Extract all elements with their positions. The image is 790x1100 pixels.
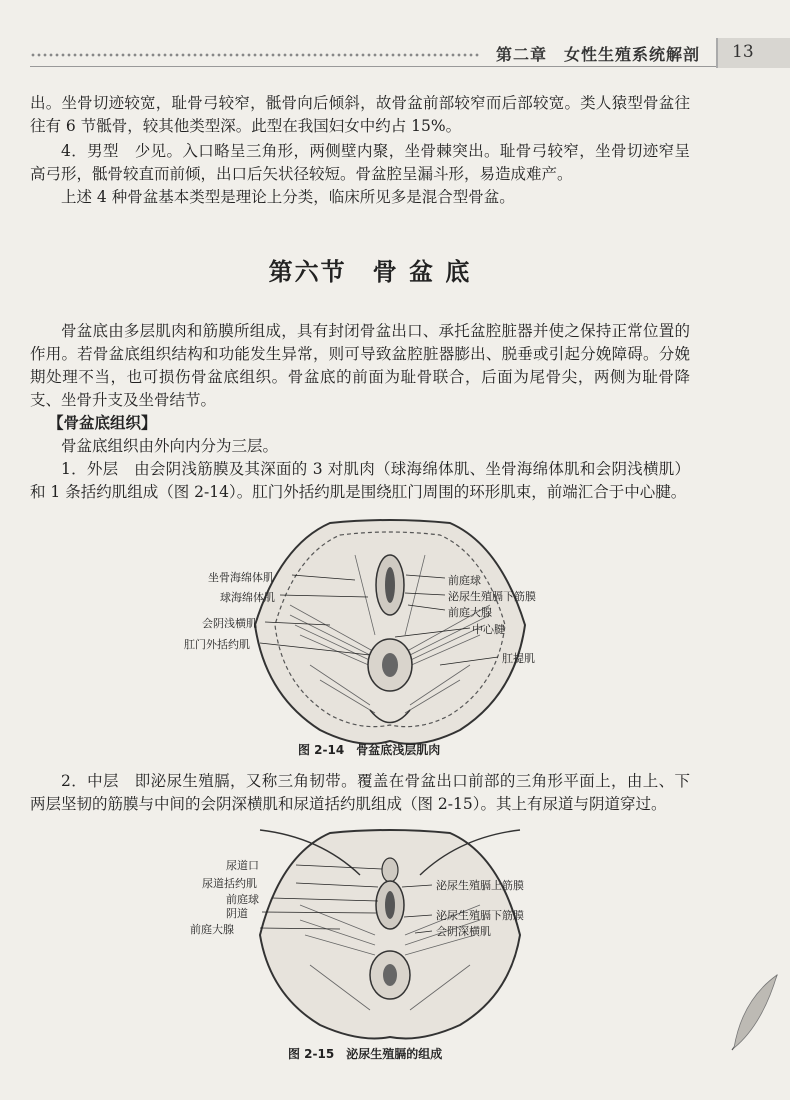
page-number-tab: [716, 38, 790, 68]
paragraph-5: 骨盆底组织由外向内分为三层。: [61, 437, 279, 455]
page-number: 13: [732, 42, 754, 62]
figure-caption-2-15: 图 2-15 泌尿生殖膈的组成: [288, 1047, 443, 1061]
label-ischiocavernosus: 坐骨海绵体肌: [208, 571, 274, 584]
figure-caption-2-14: 图 2-14 骨盆底浅层肌肉: [298, 743, 441, 757]
label-inferior-urogenital-fascia-2: 泌尿生殖膈下筋膜: [436, 909, 524, 922]
label-vestibular-bulb: 前庭球: [448, 574, 481, 587]
label-central-tendon: 中心腱: [472, 623, 505, 636]
label-vagina: 阴道: [226, 907, 248, 920]
label-superficial-transverse-perineal: 会阴浅横肌: [202, 617, 257, 630]
label-external-anal-sphincter: 肛门外括约肌: [184, 638, 250, 651]
label-superior-urogenital-fascia: 泌尿生殖膈上筋膜: [436, 879, 524, 892]
label-vestibular-bulb-2: 前庭球: [226, 893, 259, 906]
chapter-title: 第二章 女性生殖系统解剖: [496, 45, 701, 64]
paragraph-3: 上述 4 种骨盆基本类型是理论上分类，临床所见多是混合型骨盆。: [61, 188, 515, 206]
figure-2-14: [180, 515, 600, 760]
paragraph-4: 骨盆底由多层肌肉和筋膜所组成，具有封闭骨盆出口、承托盆腔脏器并使之保持正常位置的作用。若骨盆底组织结构和功能发生异常，则可导致盆腔脏器膨出、脱垂或引起分娩障碍。分娩期处理不当，也可损伤骨盆底组织。骨盆底的前面为耻骨联合，后面为尾骨尖，两侧为耻骨降支、坐骨升支及坐骨结节。: [30, 322, 690, 409]
label-levator-ani: 肛提肌: [502, 652, 535, 665]
subheading: 【骨盆底组织】: [48, 414, 157, 432]
feather-decoration-icon: [722, 970, 782, 1060]
label-urethral-orifice: 尿道口: [226, 859, 259, 872]
header-dot-rule: [30, 52, 480, 58]
label-greater-vestibular-gland: 前庭大腺: [448, 606, 492, 619]
label-bulbospongiosus: 球海绵体肌: [220, 591, 275, 604]
label-inferior-urogenital-fascia: 泌尿生殖膈下筋膜: [448, 590, 536, 603]
page-header: [0, 38, 790, 70]
paragraph-1: 出。坐骨切迹较宽，耻骨弓较窄，骶骨向后倾斜，故骨盆前部较窄而后部较宽。类人猿型骨盆往往有 6 节骶骨，较其他类型深。此型在我国妇女中约占 15%。: [30, 94, 690, 135]
label-greater-vestibular-gland-2: 前庭大腺: [190, 923, 234, 936]
paragraph-6: 1．外层 由会阴浅筋膜及其深面的 3 对肌肉（球海绵体肌、坐骨海绵体肌和会阴浅横肌）和 1 条括约肌组成（图 2-14）。肛门外括约肌是围绕肛门周围的环形肌束，前端汇合于中心腱。: [30, 460, 690, 501]
header-divider: [30, 66, 716, 67]
paragraph-7: 2．中层 即泌尿生殖膈，又称三角韧带。覆盖在骨盆出口前部的三角形平面上，由上、下两层坚韧的筋膜与中间的会阴深横肌和尿道括约肌组成（图 2-15）。其上有尿道与阴道穿过。: [30, 772, 690, 813]
label-urethral-sphincter: 尿道括约肌: [202, 877, 257, 890]
section-title: 第六节 骨 盆 底: [268, 258, 472, 286]
paragraph-2: 4．男型 少见。入口略呈三角形，两侧壁内聚，坐骨棘突出。耻骨弓较窄，坐骨切迹窄呈高弓形，骶骨较直而前倾，出口后矢状径较短。骨盆腔呈漏斗形，易造成难产。: [30, 142, 690, 183]
figure-2-15: [180, 825, 600, 1065]
label-deep-transverse-perineal: 会阴深横肌: [436, 925, 491, 938]
